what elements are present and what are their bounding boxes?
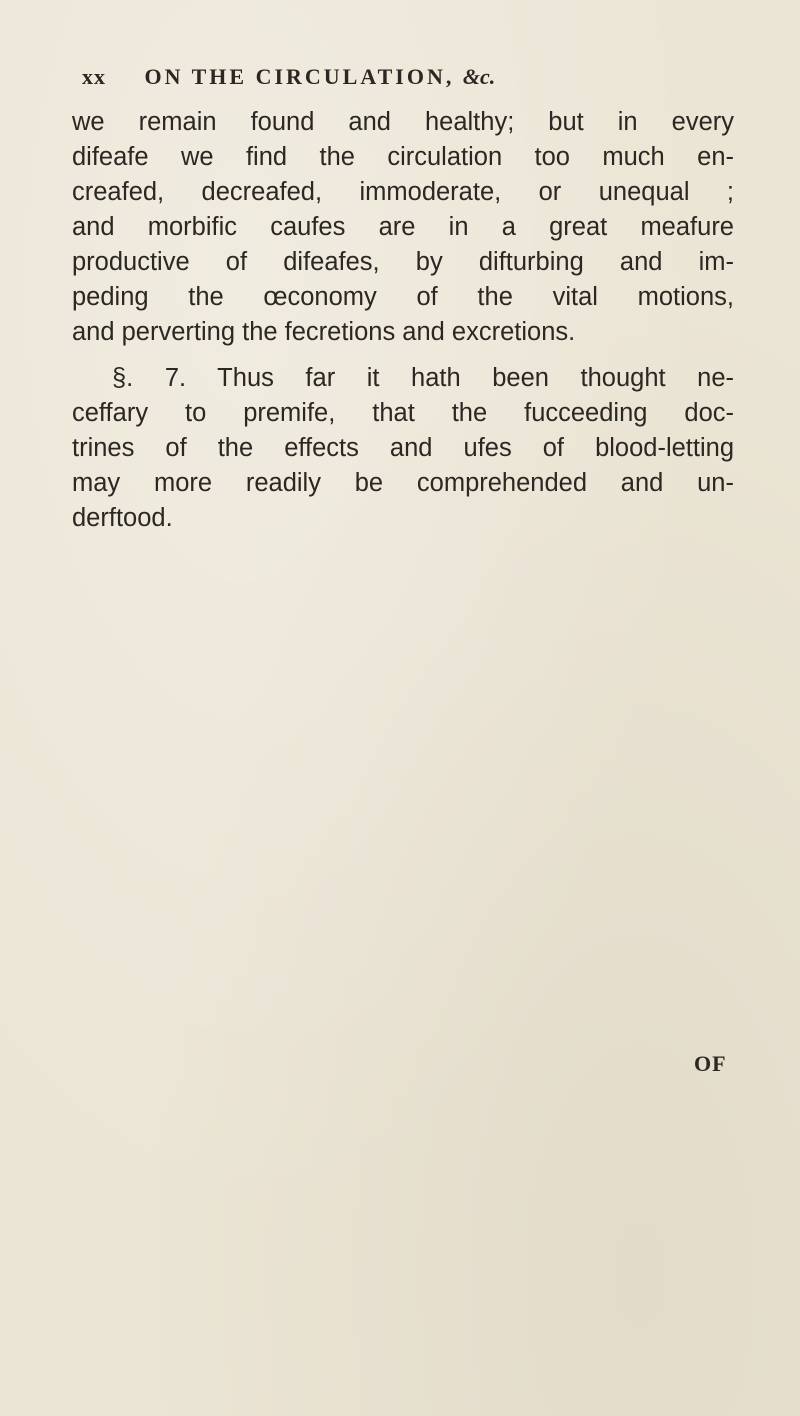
paragraph-2 — [72, 361, 734, 536]
catchword: OF — [694, 1051, 727, 1076]
text-line: we remain found and healthy; but in every — [72, 108, 734, 136]
text-line: and perverting the fecretions and excretions. — [72, 318, 576, 346]
text-line: productive of difeafes, by difturbing and im- — [72, 248, 734, 276]
text-line: §. 7. Thus far it hath been thought ne- — [112, 364, 734, 392]
text-line: may more readily be comprehended and un- — [72, 469, 734, 497]
text-line: trines of the effects and ufes of blood-letting — [72, 434, 734, 462]
paragraph-1 — [72, 105, 734, 350]
text-line: creafed, decreafed, immoderate, or unequal ; — [72, 178, 734, 206]
running-title: ON THE CIRCULATION, — [144, 64, 455, 89]
running-head — [82, 64, 722, 90]
running-title-etc: &c. — [462, 64, 496, 89]
text-line: difeafe we find the circulation too much en- — [72, 143, 734, 171]
page-number: xx — [82, 64, 106, 89]
text-line: and morbific caufes are in a great meafure — [72, 213, 734, 241]
text-line: derftood. — [72, 504, 173, 532]
text-line: ceffary to premife, that the fucceeding doc- — [72, 399, 734, 427]
text-line: peding the œconomy of the vital motions, — [72, 283, 734, 311]
